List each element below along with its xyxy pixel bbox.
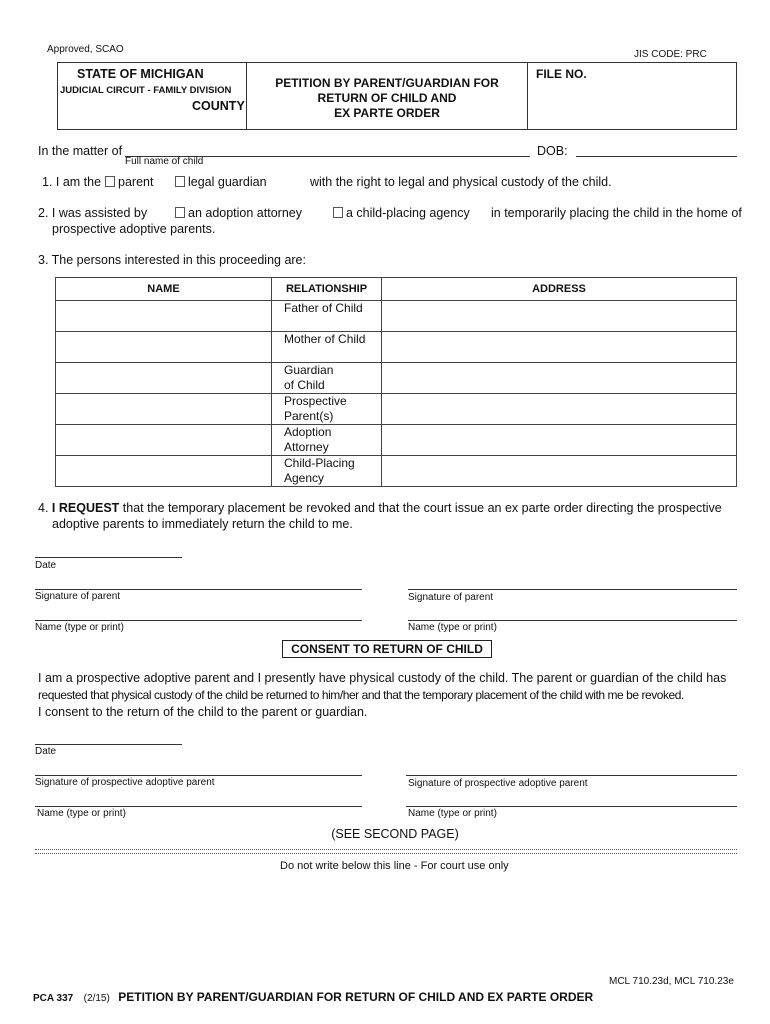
option-adoption-attorney[interactable] <box>175 206 302 220</box>
parent-name-label-right: Name (type or print) <box>408 622 497 633</box>
consent-paragraph-line-1: I am a prospective adoptive parent and I presently have physical custody of the child. The parent or guardian of the child has <box>38 671 727 685</box>
relationship-line-1: Child-Placing <box>284 456 355 470</box>
item1-tail: with the right to legal and physical custody of the child. <box>310 175 612 189</box>
option-legal-guardian[interactable] <box>175 175 267 189</box>
table-row <box>56 456 737 487</box>
relationship-cell <box>272 425 382 456</box>
table-row <box>56 301 737 332</box>
court-use-only-label: Do not write below this line - For court use only <box>280 860 509 872</box>
address-cell[interactable] <box>382 332 737 363</box>
item2-label: 2. I was assisted by <box>38 206 148 220</box>
mcl-reference: MCL 710.23d, MCL 710.23e <box>609 976 734 987</box>
adoptive-name-label-left: Name (type or print) <box>37 808 126 819</box>
court-use-divider-2 <box>35 853 737 854</box>
table-row <box>56 363 737 394</box>
table-row <box>56 425 737 456</box>
checkbox-legal-guardian[interactable] <box>175 176 185 187</box>
option-legal-guardian-label: legal guardian <box>188 175 267 189</box>
item4-text <box>38 501 738 515</box>
name-cell[interactable] <box>56 332 272 363</box>
table-row <box>56 332 737 363</box>
column-header-address: ADDRESS <box>382 278 737 301</box>
child-name-caption: Full name of child <box>125 156 204 167</box>
adoptive-name-field-left[interactable] <box>35 806 362 807</box>
form-title-line-1: PETITION BY PARENT/GUARDIAN FOR <box>275 76 499 90</box>
item4-request-bold: I REQUEST <box>51 501 120 515</box>
adoptive-signature-field-right[interactable] <box>406 775 737 776</box>
table-row <box>56 394 737 425</box>
consent-paragraph-line-3: I consent to the return of the child to the parent or guardian. <box>38 705 368 719</box>
name-cell[interactable] <box>56 456 272 487</box>
relationship-cell <box>272 363 382 394</box>
file-no-label: FILE NO. <box>536 67 587 81</box>
matter-label: In the matter of <box>38 144 123 158</box>
item2-tail: in temporarily placing the child in the home of <box>491 206 742 220</box>
jis-code: JIS CODE: PRC <box>634 49 707 60</box>
form-title <box>246 76 528 121</box>
consent-paragraph-line-2: requested that physical custody of the child be returned to him/her and that the temporary placement of the child with me be revoked. <box>38 688 684 702</box>
column-header-name: NAME <box>56 278 272 301</box>
checkbox-adoption-attorney[interactable] <box>175 207 185 218</box>
parent-name-label-left: Name (type or print) <box>35 622 124 633</box>
state-name: STATE OF MICHIGAN <box>77 67 204 81</box>
persons-table <box>55 277 737 487</box>
form-title-line-2: RETURN OF CHILD AND <box>317 91 457 105</box>
relationship-line-2: of Child <box>284 378 325 392</box>
address-cell[interactable] <box>382 456 737 487</box>
dob-field[interactable] <box>576 156 737 157</box>
consent-title: CONSENT TO RETURN OF CHILD <box>282 640 492 658</box>
option-adoption-attorney-label: an adoption attorney <box>188 206 302 220</box>
form-title-line-3: EX PARTE ORDER <box>334 106 440 120</box>
name-cell[interactable] <box>56 425 272 456</box>
footer-line <box>33 988 593 1006</box>
county-label: COUNTY <box>192 99 245 113</box>
option-parent-label: parent <box>118 175 154 189</box>
checkbox-parent[interactable] <box>105 176 115 187</box>
form-revision: (2/15) <box>83 993 110 1004</box>
footer-title: PETITION BY PARENT/GUARDIAN FOR RETURN OF CHILD AND EX PARTE ORDER <box>118 990 594 1004</box>
item4-number: 4. <box>38 501 49 515</box>
adoptive-signature-field-left[interactable] <box>35 775 362 776</box>
option-parent[interactable] <box>105 175 153 189</box>
parent-signature-field-right[interactable] <box>408 589 737 590</box>
date-label: Date <box>35 560 57 571</box>
column-header-relationship: RELATIONSHIP <box>272 278 382 301</box>
adoptive-signature-label-left: Signature of prospective adoptive parent <box>35 777 215 788</box>
relationship-cell <box>272 332 382 363</box>
parent-signature-label-left: Signature of parent <box>35 591 121 602</box>
item2-line2: prospective adoptive parents. <box>52 222 216 236</box>
parent-signature-field-left[interactable] <box>35 589 362 590</box>
address-cell[interactable] <box>382 425 737 456</box>
checkbox-child-placing-agency[interactable] <box>333 207 343 218</box>
name-cell[interactable] <box>56 301 272 332</box>
dob-label: DOB: <box>537 144 568 158</box>
relationship-line-2: Attorney <box>284 440 329 454</box>
relationship-line-1: Prospective <box>284 394 347 408</box>
approved-scao: Approved, SCAO <box>47 44 124 55</box>
circuit-label: JUDICIAL CIRCUIT - FAMILY DIVISION <box>60 85 232 96</box>
option-child-placing-agency[interactable] <box>333 206 470 220</box>
relationship-cell <box>272 301 382 332</box>
adoptive-name-field-right[interactable] <box>406 806 737 807</box>
name-cell[interactable] <box>56 363 272 394</box>
relationship-line-2: Agency <box>284 471 325 485</box>
option-child-placing-agency-label: a child-placing agency <box>346 206 470 220</box>
relationship-cell <box>272 394 382 425</box>
parent-name-field-right[interactable] <box>408 620 737 621</box>
adoptive-signature-label-right: Signature of prospective adoptive parent <box>408 778 588 789</box>
relationship-line-2: Father of Child <box>284 301 363 315</box>
date-field[interactable] <box>35 557 182 558</box>
adoptive-name-label-right: Name (type or print) <box>408 808 497 819</box>
item1-label: 1. I am the <box>42 175 102 189</box>
item4-line2: adoptive parents to immediately return the child to me. <box>52 517 353 531</box>
relationship-line-2: Parent(s) <box>284 409 334 423</box>
see-second-page: (SEE SECOND PAGE) <box>331 827 459 841</box>
relationship-line-1: Adoption <box>284 425 332 439</box>
parent-signature-label-right: Signature of parent <box>408 592 494 603</box>
item3-text: 3. The persons interested in this proceeding are: <box>38 253 306 267</box>
relationship-line-1: Mother of Child <box>284 332 366 346</box>
address-cell[interactable] <box>382 301 737 332</box>
table-header-row <box>56 278 737 301</box>
consent-date-label: Date <box>35 746 57 757</box>
address-cell[interactable] <box>382 394 737 425</box>
consent-date-field[interactable] <box>35 744 182 745</box>
relationship-cell <box>272 456 382 487</box>
form-number: PCA 337 <box>33 993 74 1004</box>
relationship-line-1: Guardian <box>284 363 334 377</box>
court-use-divider-1 <box>35 849 737 850</box>
parent-name-field-left[interactable] <box>35 620 362 621</box>
item4-request-text: that the temporary placement be revoked and that the court issue an ex parte order directing the prospective <box>119 501 722 515</box>
address-cell[interactable] <box>382 363 737 394</box>
name-cell[interactable] <box>56 394 272 425</box>
